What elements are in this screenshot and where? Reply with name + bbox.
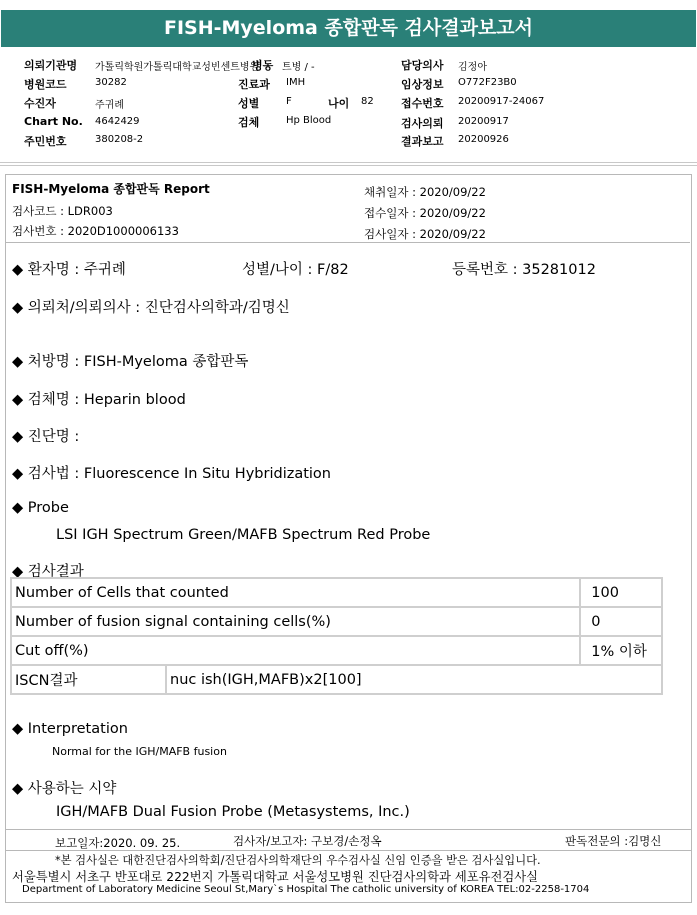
diagnosis-line: ◆ 진단명 :: [12, 429, 80, 445]
table-row: [11, 665, 662, 694]
hospital-code-value: 30282: [95, 77, 127, 88]
report-title: FISH-Myeloma 종합판독 검사결과보고서: [1, 10, 696, 47]
resident-no-value: 380208-2: [95, 134, 144, 145]
sex-value: F: [286, 96, 292, 107]
table-row: [11, 578, 662, 607]
institution-label: 의뢰기관명: [24, 59, 78, 72]
age-value: 82: [361, 96, 374, 107]
result-label: ◆ 검사결과: [12, 564, 84, 580]
request-date-label: 검사의뢰: [401, 117, 444, 130]
interpretation-value: Normal for the IGH/MAFB fusion: [52, 745, 227, 758]
sex-age-line: 성별/나이 : F/82: [242, 262, 349, 278]
reader: 판독전문의 :김명신: [565, 834, 662, 848]
chart-no-label: Chart No.: [24, 115, 83, 128]
iscn-value: nuc ish(IGH,MAFB)x2[100]: [166, 665, 662, 694]
method-line: ◆ 검사법 : Fluorescence In Situ Hybridization: [12, 466, 331, 482]
collect-date: 채취일자 : 2020/09/22: [364, 185, 486, 199]
ward-label: 병동: [252, 59, 274, 72]
department-english: Department of Laboratory Medicine Seoul St,Mary`s Hospital The catholic university of KOREA TEL:02-2258-1704: [22, 884, 590, 895]
hospital-code-label: 병원코드: [24, 78, 67, 91]
result-table: [10, 577, 663, 695]
test-number: 검사번호 : 2020D1000006133: [12, 224, 179, 238]
header-divider: [0, 162, 697, 163]
examiner: 검사자/보고자: 구보경/손정옥: [233, 834, 382, 848]
table-row: [11, 636, 662, 665]
interpretation-label: ◆ Interpretation: [12, 721, 128, 737]
age-label: 나이: [328, 97, 350, 110]
specimen-line: ◆ 검체명 : Heparin blood: [12, 392, 186, 408]
patient-value: 주귀례: [95, 100, 124, 111]
patient-label: 수진자: [24, 97, 56, 110]
clinical-label: 임상정보: [401, 78, 444, 91]
result-cell-label: Number of fusion signal containing cells(%): [11, 607, 580, 636]
sex-label: 성별: [238, 97, 260, 110]
doctor-value: 김정아: [458, 62, 487, 73]
header-divider-2: [0, 165, 697, 166]
resident-no-label: 주민번호: [24, 135, 67, 148]
table-row: [11, 607, 662, 636]
doctor-label: 담당의사: [401, 59, 444, 72]
result-cell-label: Cut off(%): [11, 636, 580, 665]
report-date-footer: 보고일자:2020. 09. 25.: [55, 836, 181, 850]
result-cell-value: 100: [580, 578, 662, 607]
patient-name-line: ◆ 환자명 : 주귀례: [12, 262, 126, 278]
result-cell-value: 0: [580, 607, 662, 636]
report-date-label: 결과보고: [401, 135, 444, 148]
certification-notice: *본 검사실은 대한진단검사의학회/진단검사의학재단의 우수검사실 신임 인증을 받은 검사실입니다.: [55, 854, 541, 867]
result-cell-value: 1% 이하: [580, 636, 662, 665]
request-date-value: 20200917: [458, 116, 509, 127]
institution-value: 가톨릭학원가톨릭대학교성빈센트병원: [95, 62, 260, 73]
reagent-value: IGH/MAFB Dual Fusion Probe (Metasystems, Inc.): [56, 804, 410, 820]
receive-date: 접수일자 : 2020/09/22: [364, 206, 486, 220]
result-cell-label: Number of Cells that counted: [11, 578, 580, 607]
registration-number: 등록번호 : 35281012: [452, 262, 596, 278]
report-subtitle: FISH-Myeloma 종합판독 Report: [12, 182, 210, 196]
dept-label: 진료과: [238, 78, 270, 91]
report-date-value: 20200926: [458, 134, 509, 145]
probe-label: ◆ Probe: [12, 500, 69, 516]
test-code: 검사코드 : LDR003: [12, 204, 113, 218]
footer-divider: [5, 829, 691, 830]
clinical-value: O772F23B0: [458, 77, 517, 88]
ward-value: 트병 / -: [282, 62, 315, 73]
exam-date: 검사일자 : 2020/09/22: [364, 227, 486, 241]
specimen-value: Hp Blood: [286, 115, 332, 126]
receipt-no-label: 접수번호: [401, 97, 444, 110]
iscn-label: ISCN결과: [11, 665, 166, 694]
reagent-label: ◆ 사용하는 시약: [12, 781, 117, 797]
footer-divider-2: [5, 850, 691, 851]
chart-no-value: 4642429: [95, 116, 140, 127]
dept-value: IMH: [286, 77, 306, 88]
referral-line: ◆ 의뢰처/의뢰의사 : 진단검사의학과/김명신: [12, 300, 290, 316]
specimen-label: 검체: [238, 116, 260, 129]
prescription-line: ◆ 처방명 : FISH-Myeloma 종합판독: [12, 354, 249, 370]
probe-value: LSI IGH Spectrum Green/MAFB Spectrum Red Probe: [56, 527, 431, 543]
address-line: 서울특별시 서초구 반포대로 222번지 가톨릭대학교 서울성모병원 진단검사의학과 세포유전검사실: [12, 870, 538, 884]
receipt-no-value: 20200917-24067: [458, 96, 545, 107]
